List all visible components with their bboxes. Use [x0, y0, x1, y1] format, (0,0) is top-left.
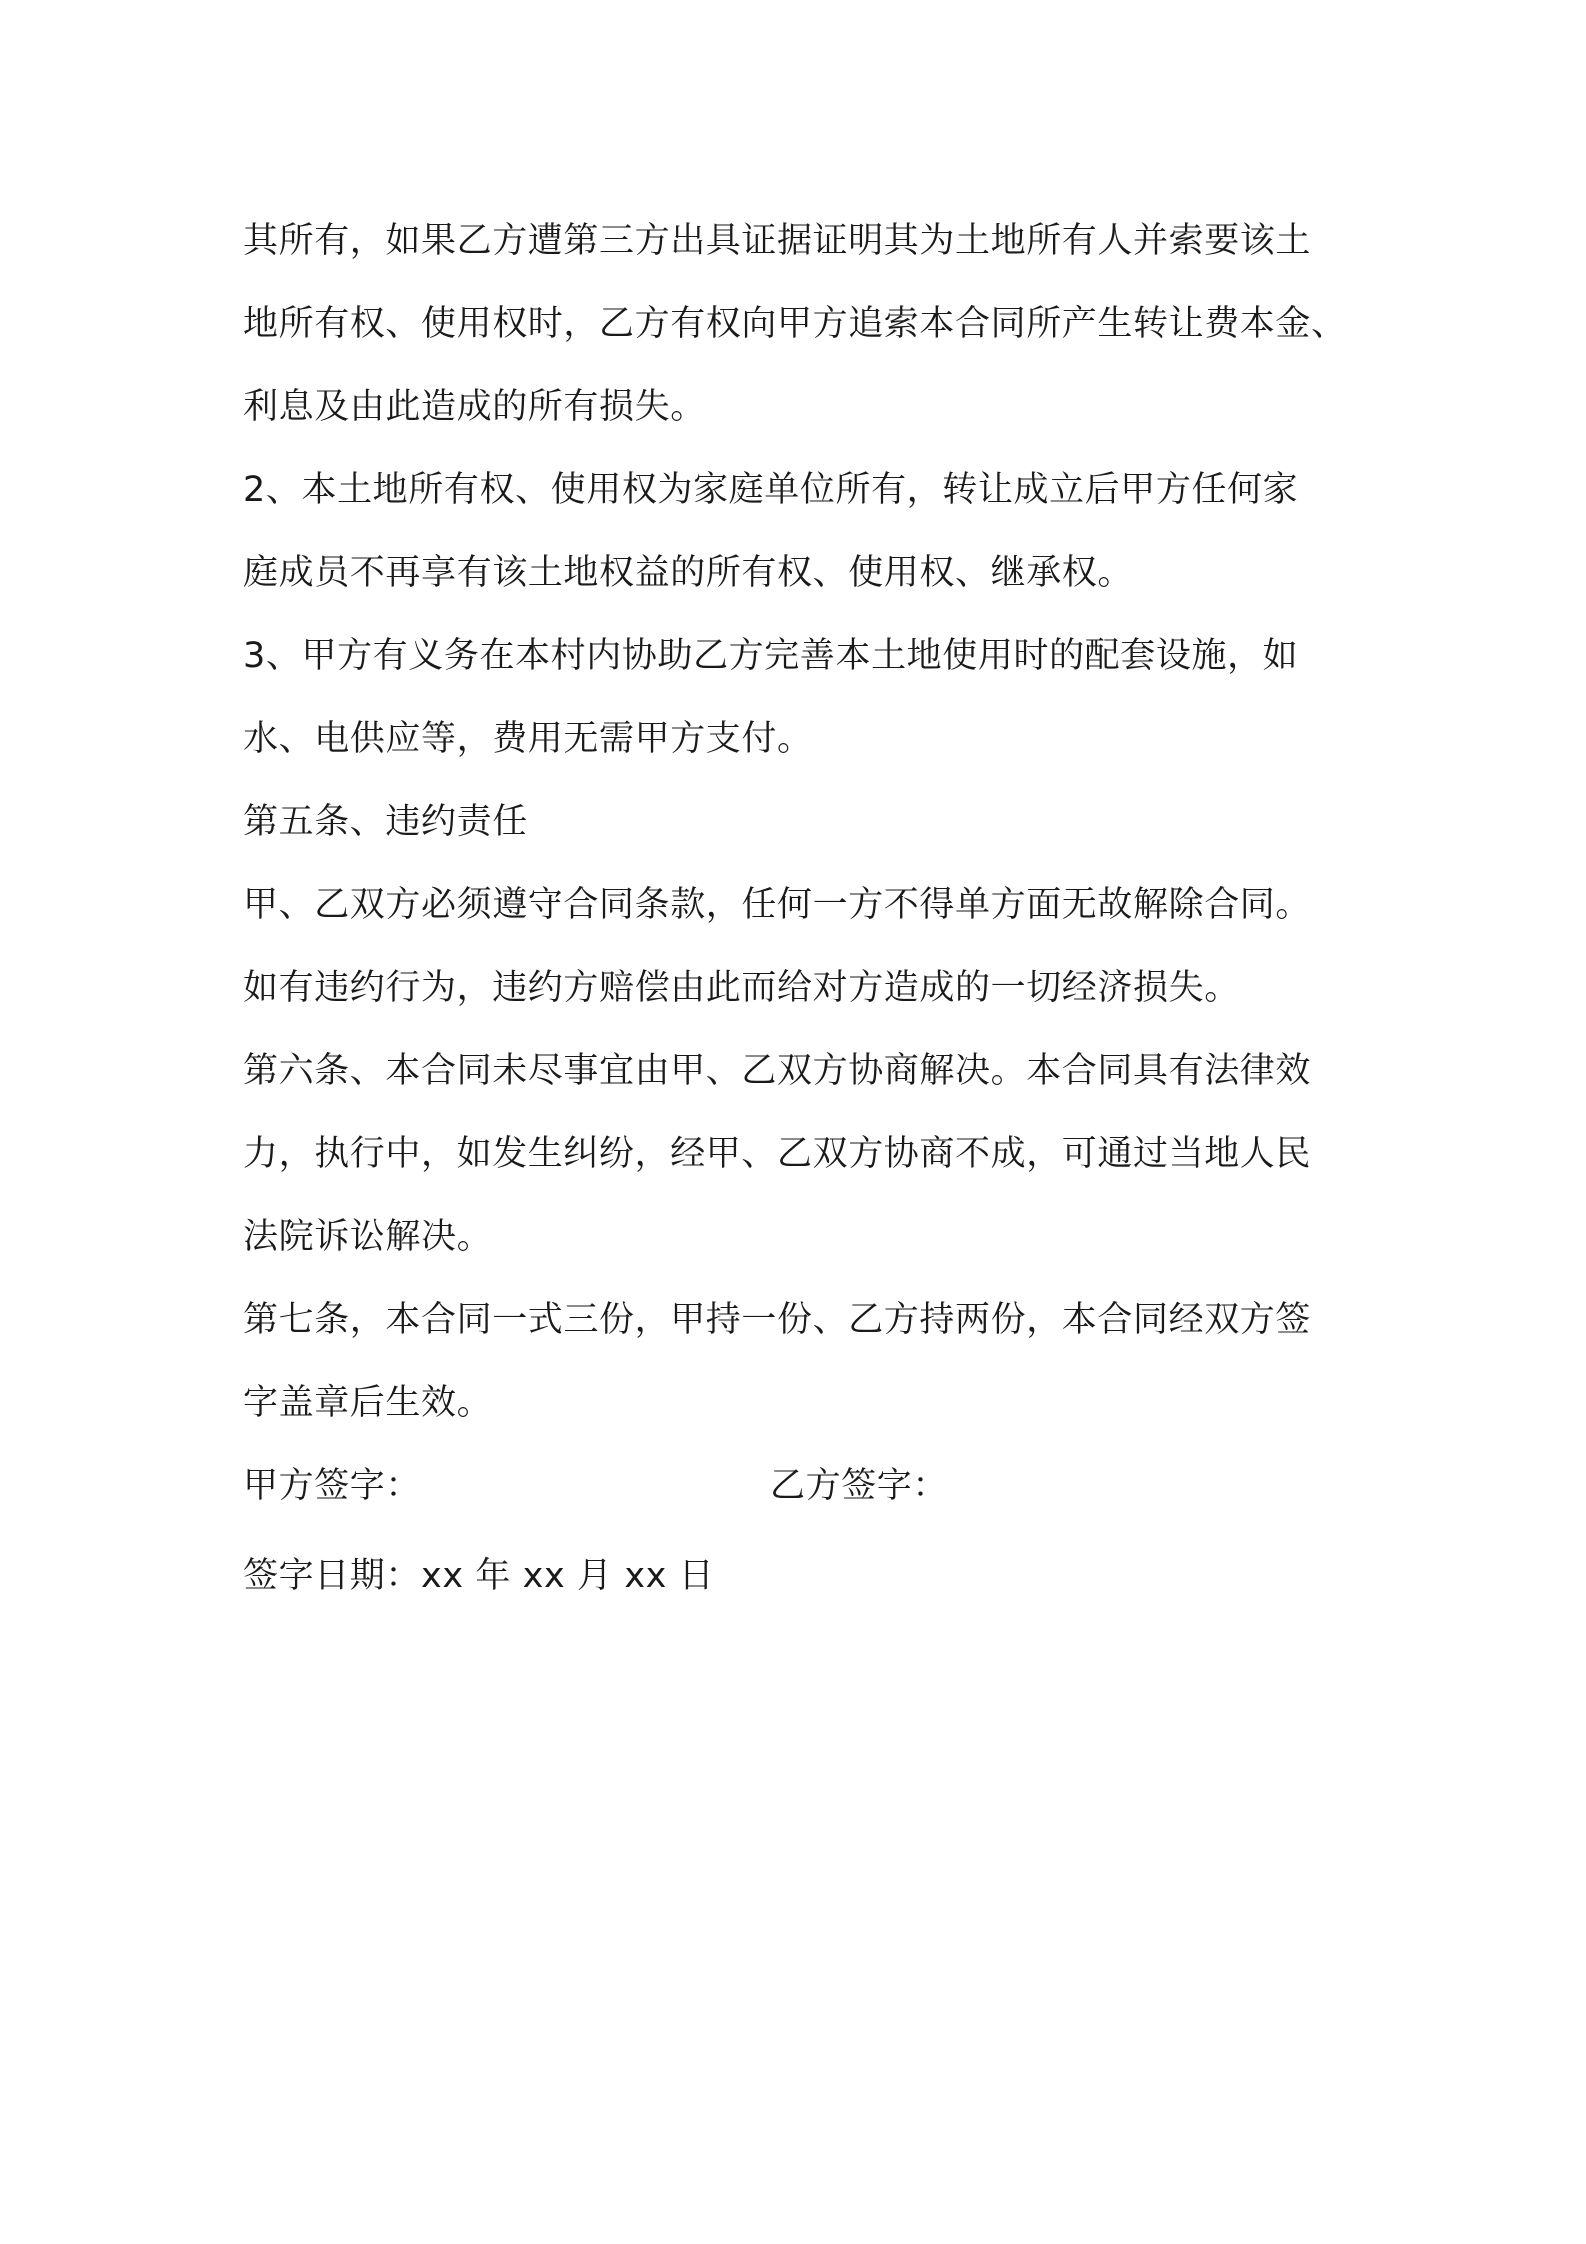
party-a-signature-label: 甲方签字： [243, 1466, 422, 1506]
text-line: 地所有权、使用权时，乙方有权向甲方追索本合同所产生转让费本金、 [243, 304, 1347, 344]
text-line: 甲、乙双方必须遵守合同条款，任何一方不得单方面无故解除合同。 [243, 885, 1312, 925]
signing-date: 签字日期：xx 年 xx 月 xx 日 [243, 1556, 715, 1596]
text-line: 利息及由此造成的所有损失。 [243, 387, 706, 427]
text-line: 第六条、本合同未尽事宜由甲、乙双方协商解决。本合同具有法律效 [243, 1051, 1312, 1091]
text-line: 庭成员不再享有该土地权益的所有权、使用权、继承权。 [243, 553, 1134, 593]
text-line: 字盖章后生效。 [243, 1383, 493, 1423]
section-heading: 第五条、违约责任 [243, 802, 528, 842]
party-b-signature-label: 乙方签字： [770, 1466, 949, 1506]
text-line: 第七条，本合同一式三份，甲持一份、乙方持两份，本合同经双方签 [243, 1300, 1312, 1340]
text-line: 如有违约行为，违约方赔偿由此而给对方造成的一切经济损失。 [243, 968, 1240, 1008]
contract-body [243, 200, 1358, 1618]
text-line: 其所有，如果乙方遭第三方出具证据证明其为土地所有人并索要该土 [243, 221, 1312, 261]
text-line: 水、电供应等，费用无需甲方支付。 [243, 719, 813, 759]
text-line: 法院诉讼解决。 [243, 1217, 493, 1257]
text-line: 力，执行中，如发生纠纷，经甲、乙双方协商不成，可通过当地人民 [243, 1134, 1312, 1174]
signature-row [243, 1445, 1358, 1535]
text-line: 2、本土地所有权、使用权为家庭单位所有，转让成立后甲方任何家 [243, 470, 1299, 510]
text-line: 3、甲方有义务在本村内协助乙方完善本土地使用时的配套设施，如 [243, 636, 1299, 676]
